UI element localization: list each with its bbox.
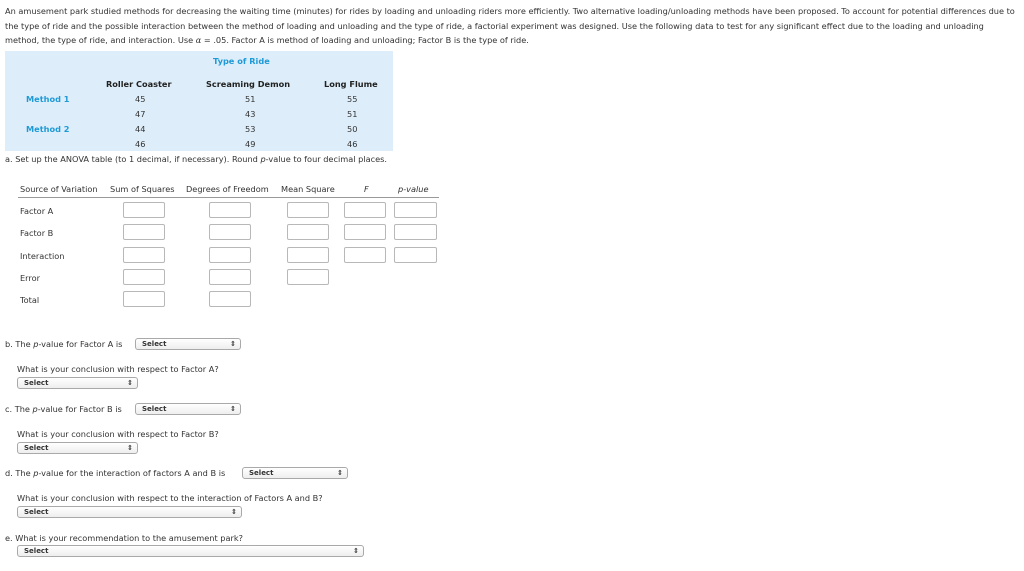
factor-a-pvalue-input[interactable] (394, 202, 437, 218)
data-table (5, 51, 393, 151)
select-arrows-icon: ⇕ (230, 405, 236, 413)
select-arrows-icon: ⇕ (127, 379, 133, 387)
anova-row-factor-a: Factor A (20, 206, 54, 216)
table-cell: 51 (347, 109, 358, 119)
factor-b-df-input[interactable] (209, 224, 251, 240)
error-ss-input[interactable] (123, 269, 165, 285)
factor-a-ss-input[interactable] (123, 202, 165, 218)
part-e-question: e. What is your recommendation to the amusement park? (5, 533, 243, 543)
select-arrows-icon: ⇕ (230, 340, 236, 348)
table-cell: 43 (245, 109, 256, 119)
select-arrows-icon: ⇕ (337, 469, 343, 477)
method-2-label: Method 2 (26, 124, 70, 134)
type-of-ride-header: Type of Ride (213, 56, 270, 66)
table-cell: 55 (347, 94, 358, 104)
problem-statement: An amusement park studied methods for decreasing the waiting time (minutes) for rides by loading and unloading riders more efficiently. Two alternative loading/unloading methods have been proposed. To account for potential differences due to the type of ride and the possible interaction between the method of loading and unloading and the type of ride, a factorial experiment was designed. Use the following data to test for any significant effect due to the loading and unloading method, the type of ride, and interaction. Use α = .05. Factor A is method of loading and unloading; Factor B is the type of ride. (5, 6, 1015, 45)
factor-b-pvalue-select[interactable]: Select ⇕ (135, 403, 241, 415)
column-header-long-flume: Long Flume (324, 79, 378, 89)
part-a-instruction: a. Set up the ANOVA table (to 1 decimal, if necessary). Round p-value to four decimal places. (5, 154, 388, 164)
factor-b-conclusion-select[interactable]: Select ⇕ (17, 442, 138, 454)
anova-row-interaction: Interaction (20, 251, 65, 261)
interaction-pvalue-select[interactable]: Select ⇕ (242, 467, 348, 479)
interaction-conclusion-select[interactable]: Select ⇕ (17, 506, 242, 518)
table-cell: 53 (245, 124, 256, 134)
part-b-question: b. The p-value for Factor A is (5, 339, 123, 349)
method-1-label: Method 1 (26, 94, 70, 104)
factor-b-ms-input[interactable] (287, 224, 329, 240)
part-d-question: d. The p-value for the interaction of factors A and B is (5, 468, 226, 478)
table-cell: 46 (347, 139, 358, 149)
anova-header-p: p-value (398, 184, 429, 194)
total-ss-input[interactable] (123, 291, 165, 307)
interaction-ss-input[interactable] (123, 247, 165, 263)
total-df-input[interactable] (209, 291, 251, 307)
select-arrows-icon: ⇕ (353, 547, 359, 555)
table-cell: 50 (347, 124, 358, 134)
column-header-roller-coaster: Roller Coaster (106, 79, 172, 89)
table-cell: 44 (135, 124, 146, 134)
alpha-symbol: α (195, 35, 202, 45)
anova-row-total: Total (20, 295, 40, 305)
factor-a-df-input[interactable] (209, 202, 251, 218)
factor-b-f-input[interactable] (344, 224, 386, 240)
factor-b-ss-input[interactable] (123, 224, 165, 240)
error-ms-input[interactable] (287, 269, 329, 285)
anova-header-df: Degrees of Freedom (186, 184, 269, 194)
column-header-screaming-demon: Screaming Demon (206, 79, 291, 89)
interaction-f-input[interactable] (344, 247, 386, 263)
interaction-df-input[interactable] (209, 247, 251, 263)
part-c-question: c. The p-value for Factor B is (5, 404, 122, 414)
anova-header-divider (18, 197, 439, 198)
factor-b-pvalue-input[interactable] (394, 224, 437, 240)
table-cell: 51 (245, 94, 256, 104)
factor-a-conclusion-question: What is your conclusion with respect to Factor A? (17, 364, 219, 374)
interaction-ms-input[interactable] (287, 247, 329, 263)
error-df-input[interactable] (209, 269, 251, 285)
anova-header-ms: Mean Square (281, 184, 335, 194)
select-arrows-icon: ⇕ (127, 444, 133, 452)
table-cell: 46 (135, 139, 146, 149)
select-arrows-icon: ⇕ (231, 508, 237, 516)
anova-header-source: Source of Variation (20, 184, 98, 194)
factor-a-conclusion-select[interactable]: Select ⇕ (17, 377, 138, 389)
recommendation-select[interactable]: Select ⇕ (17, 545, 364, 557)
table-cell: 45 (135, 94, 146, 104)
factor-a-f-input[interactable] (344, 202, 386, 218)
table-cell: 49 (245, 139, 256, 149)
anova-row-error: Error (20, 273, 40, 283)
interaction-pvalue-input[interactable] (394, 247, 437, 263)
table-cell: 47 (135, 109, 146, 119)
factor-b-conclusion-question: What is your conclusion with respect to Factor B? (17, 429, 219, 439)
factor-a-pvalue-select[interactable]: Select ⇕ (135, 338, 241, 350)
anova-header-f: F (364, 184, 369, 194)
factor-a-ms-input[interactable] (287, 202, 329, 218)
anova-header-ss: Sum of Squares (110, 184, 175, 194)
interaction-conclusion-question: What is your conclusion with respect to the interaction of Factors A and B? (17, 493, 323, 503)
anova-row-factor-b: Factor B (20, 228, 54, 238)
